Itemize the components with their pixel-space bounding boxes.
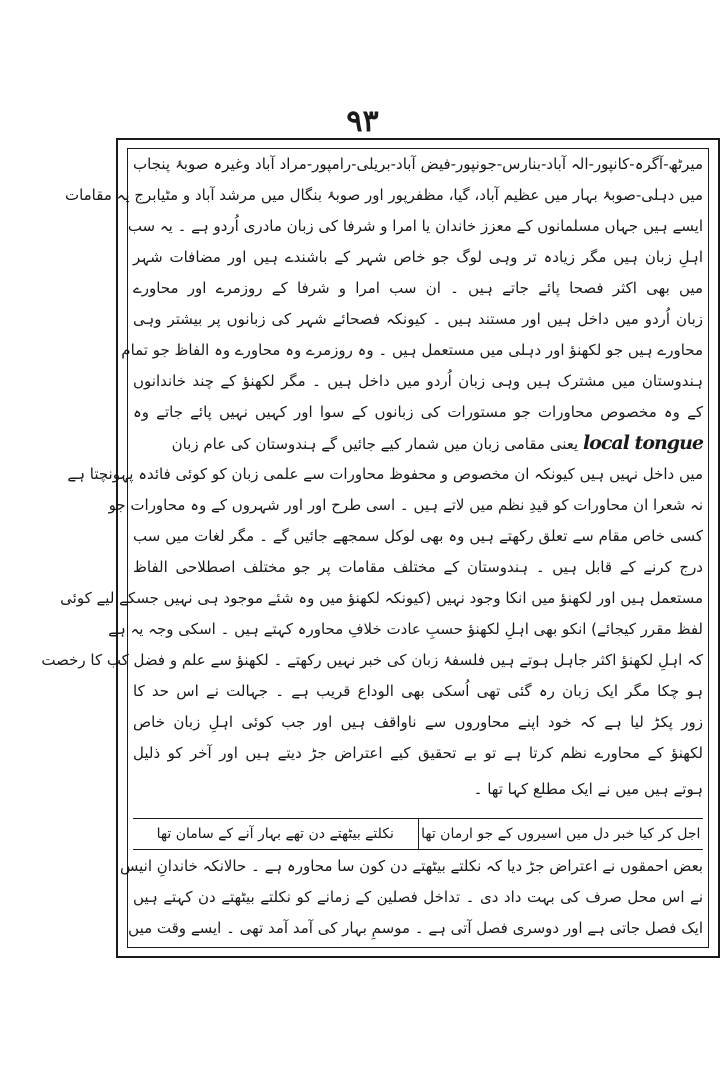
text-line: زور پکڑ لیا ہے کہ خود اپنے محاوروں سے ناواقف ہیں اور جب کوئی اہلِ زبان خاص: [133, 713, 703, 731]
text-line: لفظ مقرر کیجائے) انکو بھی اہلِ لکھنؤ حسبِ عادت خلافِ محاورہ کہتے ہیں ۔ اسکی وجہ یہ ہے: [108, 620, 703, 638]
text-line: کہ اہلِ لکھنؤ اکثر جاہل ہوتے ہیں فلسفۂ زبان کی خبر نہیں رکھتے ۔ لکھنؤ سے علم و فضل کب کا رخصت: [41, 651, 703, 669]
text-line: مستعمل ہیں اور لکھنؤ میں انکا وجود نہیں (کیونکہ لکھنؤ میں وہ شئے موجود ہی نہیں جسکے لیے کوئی: [60, 589, 703, 607]
text-line: کسی خاص مقام سے تعلق رکھتے ہیں وہ بھی لوکل سمجھے جائیں گے ۔ مگر لغات میں سب: [133, 527, 703, 545]
latin-phrase: local tongue: [582, 432, 703, 454]
verse-couplet: [133, 818, 703, 850]
text-line-with-latin: [133, 429, 703, 457]
text-line: نہ شعرا ان محاورات کو قیدِ نظم میں لاتے ہیں ۔ اسی طرح اور اور شہروں کے وہ محاورات جو: [108, 496, 703, 514]
page-number: ۹۳: [346, 104, 379, 139]
verse-first-hemistich: اجل کر کیا خبر دل میں اسیروں کے جو ارمان تھا: [418, 819, 704, 849]
text-line: میں دہلی-صوبۂ بہار میں عظیم آباد، گیا، مظفرپور اور صوبۂ بنگال میں مرشد آباد و مٹیابرج یہ مقامات: [64, 186, 703, 204]
text-segment: یعنی مقامی زبان میں شمار کیے جائیں گے ہندوستان کی عام زبان: [171, 435, 579, 453]
text-line: میں داخل نہیں ہیں کیونکہ ان مخصوص و محفوظ محاورات سے علمی زبان کو کوئی فائدہ پہونچتا ہے: [67, 465, 703, 483]
text-line: کے وہ مخصوص محاورات جو مستورات کی زبانوں کے سوا اور کہیں نہیں پائے جاتے وہ: [133, 403, 703, 421]
text-line: میرٹھ-آگرہ-کانپور-الہ آباد-بنارس-جونپور-فیض آباد-بریلی-رامپور-مراد آباد وغیرہ صوبۂ پنجاب: [133, 155, 703, 173]
text-line: ایک فصل جاتی ہے اور دوسری فصل آتی ہے ۔ موسمِ بہار کی آمد آمد تھی ۔ ایسے وقت میں: [128, 919, 703, 937]
text-line: ہوتے ہیں میں نے ایک مطلع کہا تھا ۔: [473, 780, 703, 798]
text-line: لکھنؤ کے محاورے نظم کرتا ہے تو بے تحقیق کیے اعتراض جڑ دیتے ہیں اور آخر کو ذلیل: [133, 744, 703, 762]
text-line: ہندوستان میں مشترک ہیں وہی زبان اُردو میں داخل ہیں ۔ مگر لکھنؤ کے چند خاندانوں: [133, 372, 703, 390]
text-line: نے اس محل صرف کی بہت داد دی ۔ تداخل فصلین کے زمانے کو نکلتے بیٹھتے دن کہتے ہیں: [133, 888, 703, 906]
text-line: درج کرنے کے قابل ہیں ۔ ہندوستان کے مختلف مقامات پر جو مختلف اصطلاحی الفاظ: [133, 558, 703, 576]
text-line: محاورے ہیں جو لکھنؤ اور دہلی میں مستعمل ہیں ۔ وہ روزمرے وہ محاورے وہ الفاظ جو تمام: [121, 341, 703, 359]
text-line: اہلِ زبان ہیں مگر زیادہ تر وہی لوگ جو خاص شہر کے باشندے ہیں اور مضافات شہر: [133, 248, 703, 266]
text-line: میں بھی اکثر فصحا پائے جاتے ہیں ۔ ان سب امرا و شرفا کے روزمرے اور محاورے: [133, 279, 703, 297]
text-line: زبان اُردو میں داخل ہیں اور مستند ہیں ۔ کیونکہ فصحائے شہر کی زبانوں پر بیشتر وہی: [133, 310, 703, 328]
text-line: ہو چکا مگر ایک زبان رہ گئی تھی اُسکی بھی الوداع قریب ہے ۔ جہالت نے اس حد کا: [133, 682, 703, 700]
text-line: ایسے ہیں جہاں مسلمانوں کے معزز خاندان یا امرا و شرفا کی زبان مادری اُردو ہے ۔ یہ سب: [127, 217, 703, 235]
text-line: بعض احمقوں نے اعتراض جڑ دیا کہ نکلتے بیٹھتے دن کون سا محاورہ ہے ۔ حالانکہ خاندانِ انیس: [120, 857, 703, 875]
verse-second-hemistich: نکلتے بیٹھتے دن تھے بہار آنے کے سامان تھا: [156, 826, 394, 842]
